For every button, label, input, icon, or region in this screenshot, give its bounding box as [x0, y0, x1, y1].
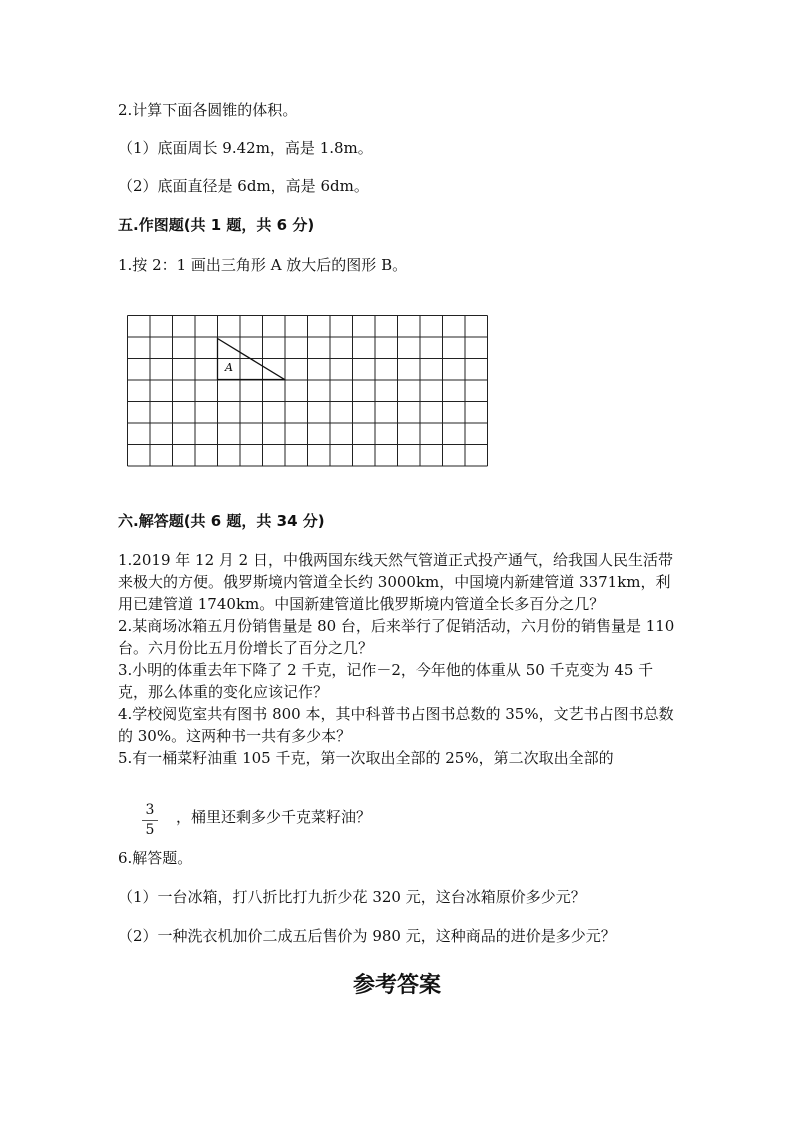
section6-questions: [118, 549, 678, 769]
fraction-bar: [142, 820, 158, 821]
section6-q5-line1: 5.有一桶菜籽油重 105 千克，第一次取出全部的 25%，第二次取出全部的: [118, 749, 614, 767]
answer-title: 参考答案: [352, 973, 441, 998]
triangle-label: A: [225, 361, 233, 374]
q5-fraction-numerator: 3: [145, 802, 155, 818]
section6-q6-part1: （1）一台冰箱，打八折比打九折少花 320 元，这台冰箱原价多少元？: [118, 888, 586, 906]
section6-q3: 3.小明的体重去年下降了 2 千克，记作－2，今年他的体重从 50 千克变为 45 千克，那么体重的变化应该记作？: [118, 661, 654, 701]
section6-q4: 4.学校阅览室共有图书 800 本，其中科普书占图书总数的 35%，文艺书占图书总数的 30%。这两种书一共有多少本？: [118, 705, 674, 745]
section6-q6-stem: 6.解答题。: [118, 849, 193, 867]
section6-q6-part2: （2）一种洗衣机加价二成五后售价为 980 元，这种商品的进价是多少元？: [118, 927, 616, 945]
q2-part1: （1）底面周长 9.42m，高是 1.8m。: [118, 139, 373, 157]
q5-fraction: [140, 802, 160, 839]
q2-part2: （2）底面直径是 6dm，高是 6dm。: [118, 177, 369, 195]
section5-q1: 1.按 2：1 画出三角形 A 放大后的图形 B。: [118, 256, 408, 274]
section6-q1: 1.2019 年 12 月 2 日，中俄两国东线天然气管道正式投产通气，给我国人民生活带来极大的方便。俄罗斯境内管道全长约 3000km，中国境内新建管道 3371km，利用已建管道 1740km。中国新建管道比俄罗斯境内管道全长多百分之几？: [118, 551, 673, 613]
q2-stem: 2.计算下面各圆锥的体积。: [118, 101, 298, 119]
section6-title: 六.解答题(共 6 题，共 34 分): [118, 512, 325, 530]
drawing-grid: [127, 315, 489, 467]
section6-q2: 2.某商场冰箱五月份销售量是 80 台，后来举行了促销活动，六月份的销售量是 110 台。六月份比五月份增长了百分之几？: [118, 617, 675, 657]
section5-title: 五.作图题(共 1 题，共 6 分): [118, 216, 315, 234]
q5-fraction-denominator: 5: [145, 822, 155, 838]
section6-q5-line2: ，桶里还剩多少千克菜籽油？: [176, 808, 372, 826]
